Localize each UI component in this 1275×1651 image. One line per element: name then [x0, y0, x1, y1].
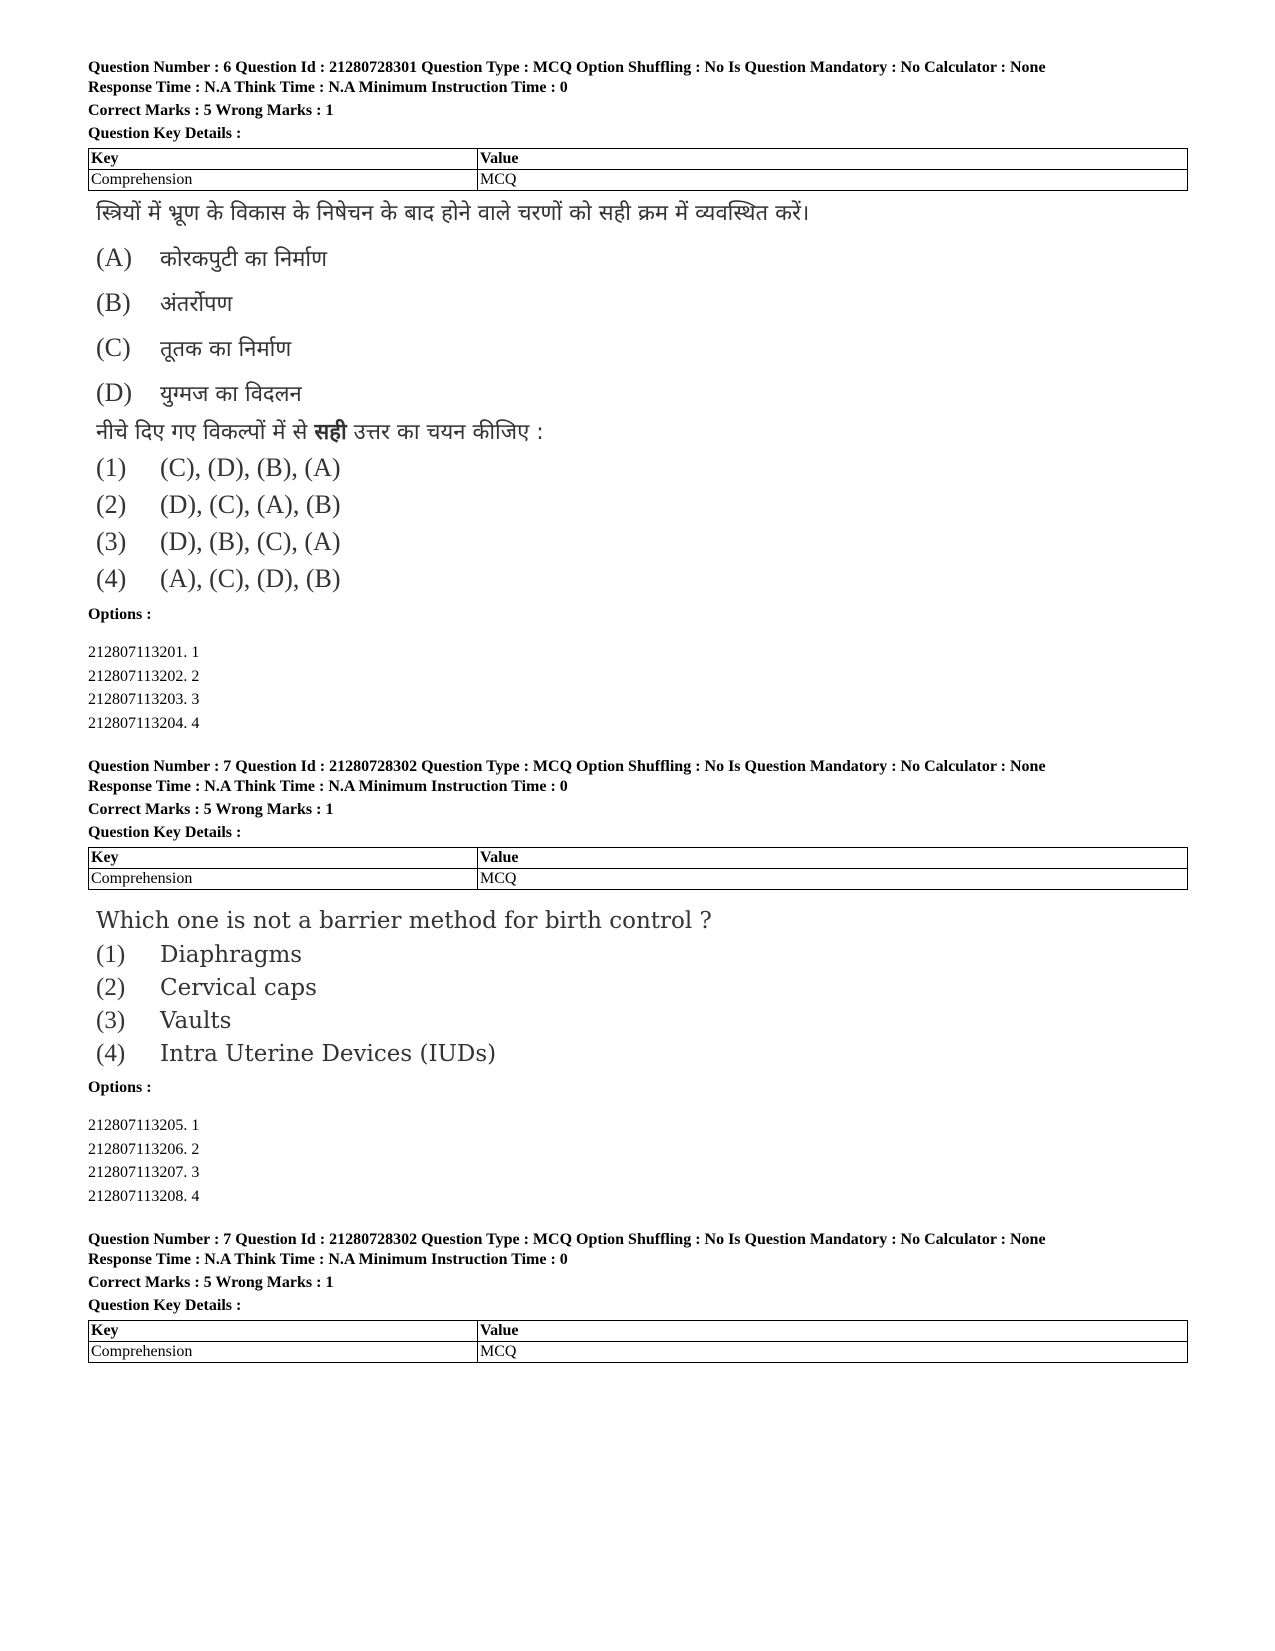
answer-text: Diaphragms	[160, 941, 303, 968]
key-details-table	[88, 148, 1188, 191]
option-id-line: 212807113203. 3	[88, 691, 200, 708]
table-header-row	[89, 848, 1188, 869]
answer-label: (4)	[96, 1039, 126, 1067]
question-content	[96, 199, 1188, 597]
table-header-value: Value	[478, 848, 1188, 869]
question-timing-line: Response Time : N.A Think Time : N.A Minimum Instruction Time : 0	[88, 778, 568, 795]
options-label: Options :	[88, 606, 152, 623]
table-row	[89, 170, 1188, 191]
answer-text: (A), (C), (D), (B)	[160, 563, 341, 593]
answer-choice	[96, 971, 1188, 1004]
statement-item	[96, 280, 1188, 325]
answer-label: (4)	[96, 563, 127, 593]
answer-choice	[96, 938, 1188, 971]
option-id-line: 212807113205. 1	[88, 1117, 200, 1134]
statement-text: कोरकपुटी का निर्माण	[160, 246, 328, 272]
answer-instruction	[96, 417, 1188, 449]
key-details-table	[88, 847, 1188, 890]
question-meta-line: Question Number : 7 Question Id : 21280728302 Question Type : MCQ Option Shuffling : No Is Question Mandatory : No Calculator : None	[88, 1231, 1046, 1248]
instruction-text-bold: सही	[314, 420, 347, 445]
table-cell-value: MCQ	[478, 170, 1188, 191]
question-marks: Correct Marks : 5 Wrong Marks : 1	[88, 102, 334, 119]
question-text: Which one is not a barrier method for birth control ?	[96, 908, 712, 934]
key-details-label: Question Key Details :	[88, 125, 242, 142]
answer-label: (2)	[96, 973, 126, 1001]
option-id-line: 212807113201. 1	[88, 644, 200, 661]
statement-item	[96, 325, 1188, 370]
table-header-key: Key	[89, 848, 478, 869]
option-id-line: 212807113207. 3	[88, 1164, 200, 1181]
table-row	[89, 1342, 1188, 1363]
answer-text: (D), (C), (A), (B)	[160, 489, 341, 519]
question-content	[96, 904, 1188, 1070]
answer-text: Intra Uterine Devices (IUDs)	[160, 1040, 497, 1067]
answer-text: (C), (D), (B), (A)	[160, 452, 341, 482]
document-page	[88, 58, 1188, 1363]
table-header-row	[89, 149, 1188, 170]
question-block-6	[88, 58, 1188, 735]
statement-text: तूतक का निर्माण	[160, 336, 292, 362]
answer-choice	[96, 560, 1188, 597]
key-details-table	[88, 1320, 1188, 1363]
question-block-7	[88, 757, 1188, 1208]
table-cell-key: Comprehension	[89, 869, 478, 890]
answer-label: (3)	[96, 526, 127, 556]
option-id-line: 212807113206. 2	[88, 1140, 200, 1158]
answer-choice	[96, 449, 1188, 486]
table-cell-value: MCQ	[478, 869, 1188, 890]
answer-choice	[96, 523, 1188, 560]
statement-label: (B)	[96, 287, 131, 317]
table-cell-key: Comprehension	[89, 170, 478, 191]
question-meta-line: Question Number : 6 Question Id : 21280728301 Question Type : MCQ Option Shuffling : No Is Question Mandatory : No Calculator : None	[88, 59, 1046, 76]
statement-text: अंतर्रोपण	[160, 291, 233, 317]
statement-label: (C)	[96, 332, 131, 362]
key-details-label: Question Key Details :	[88, 1297, 242, 1314]
answer-text: Vaults	[160, 1007, 232, 1034]
table-header-value: Value	[478, 149, 1188, 170]
table-header-key: Key	[89, 149, 478, 170]
table-row	[89, 869, 1188, 890]
answer-choice	[96, 1037, 1188, 1070]
option-id-line: 212807113208. 4	[88, 1187, 200, 1205]
answer-label: (3)	[96, 1006, 126, 1034]
question-marks: Correct Marks : 5 Wrong Marks : 1	[88, 1274, 334, 1291]
table-cell-value: MCQ	[478, 1342, 1188, 1363]
statement-label: (A)	[96, 242, 133, 272]
question-text: स्त्रियों में भ्रूण के विकास के निषेचन के बाद होने वाले चरणों को सही क्रम में व्यवस्थित करें।	[96, 201, 810, 226]
option-id-line: 212807113202. 2	[88, 667, 200, 685]
answer-label: (1)	[96, 940, 126, 968]
instruction-text-after: उत्तर का चयन कीजिए :	[346, 420, 544, 445]
answer-choice	[96, 1004, 1188, 1037]
instruction-text-before: नीचे दिए गए विकल्पों में से	[96, 420, 315, 445]
question-block-7-repeat	[88, 1230, 1188, 1363]
question-meta-line: Question Number : 7 Question Id : 21280728302 Question Type : MCQ Option Shuffling : No Is Question Mandatory : No Calculator : None	[88, 758, 1046, 775]
key-details-label: Question Key Details :	[88, 824, 242, 841]
answer-text: (D), (B), (C), (A)	[160, 526, 341, 556]
statement-item	[96, 370, 1188, 415]
table-header-row	[89, 1321, 1188, 1342]
table-cell-key: Comprehension	[89, 1342, 478, 1363]
statement-label: (D)	[96, 377, 133, 407]
question-timing-line: Response Time : N.A Think Time : N.A Minimum Instruction Time : 0	[88, 79, 568, 96]
answer-label: (1)	[96, 452, 127, 482]
answer-choice	[96, 486, 1188, 523]
question-timing-line: Response Time : N.A Think Time : N.A Minimum Instruction Time : 0	[88, 1251, 568, 1268]
table-header-key: Key	[89, 1321, 478, 1342]
answer-text: Cervical caps	[160, 974, 317, 1001]
options-label: Options :	[88, 1079, 152, 1096]
table-header-value: Value	[478, 1321, 1188, 1342]
answer-label: (2)	[96, 489, 127, 519]
option-id-line: 212807113204. 4	[88, 714, 200, 732]
question-marks: Correct Marks : 5 Wrong Marks : 1	[88, 801, 334, 818]
statement-item	[96, 235, 1188, 280]
statement-text: युग्मज का विदलन	[160, 381, 302, 407]
